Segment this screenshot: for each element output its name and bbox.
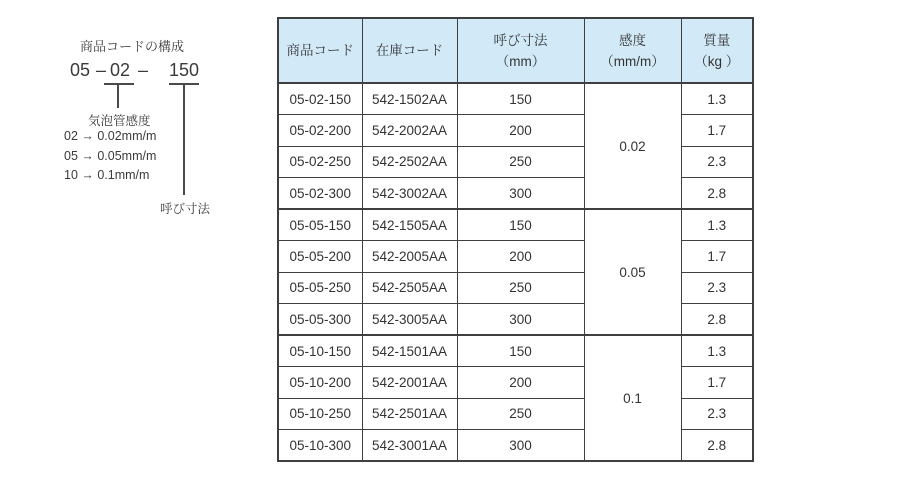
mass-cell: 2.3 bbox=[681, 146, 753, 178]
sensitivity-mapping: 02 → 0.02mm/m bbox=[64, 129, 157, 143]
product-code-cell: 05-05-200 bbox=[278, 241, 362, 273]
mass-cell: 2.3 bbox=[681, 272, 753, 304]
size-cell: 250 bbox=[457, 146, 584, 178]
product-code-cell: 05-10-250 bbox=[278, 398, 362, 430]
mass-cell: 1.7 bbox=[681, 115, 753, 147]
stock-code-cell: 542-2001AA bbox=[362, 367, 457, 399]
product-code-cell: 05-05-300 bbox=[278, 304, 362, 336]
header-product-code: 商品コード bbox=[278, 18, 362, 83]
sensitivity-label: 気泡管感度 bbox=[88, 114, 151, 128]
stock-code-cell: 542-3005AA bbox=[362, 304, 457, 336]
table-row bbox=[278, 335, 753, 367]
sensitivity-cell: 0.05 bbox=[584, 209, 681, 335]
mass-cell: 2.8 bbox=[681, 430, 753, 462]
sensitivity-cell: 0.1 bbox=[584, 335, 681, 461]
sensitivity-mapping: 05 → 0.05mm/m bbox=[64, 149, 157, 163]
size-cell: 150 bbox=[457, 209, 584, 241]
table-row bbox=[278, 146, 753, 178]
sensitivity-underline bbox=[104, 83, 134, 85]
product-code-cell: 05-02-250 bbox=[278, 146, 362, 178]
product-code-cell: 05-02-300 bbox=[278, 178, 362, 210]
code-part-sensitivity-prefix: 05 bbox=[70, 60, 91, 80]
table-row bbox=[278, 272, 753, 304]
header-mass: 質量 （kg ） bbox=[681, 18, 753, 83]
mass-cell: 1.7 bbox=[681, 367, 753, 399]
mass-cell: 1.7 bbox=[681, 241, 753, 273]
dimension-label: 呼び寸法 bbox=[160, 202, 211, 216]
stock-code-cell: 542-2505AA bbox=[362, 272, 457, 304]
diagram-title: 商品コードの構成 bbox=[80, 39, 185, 54]
product-code-cell: 05-10-200 bbox=[278, 367, 362, 399]
size-cell: 300 bbox=[457, 178, 584, 210]
table-row bbox=[278, 241, 753, 273]
size-cell: 150 bbox=[457, 335, 584, 367]
code-part-sensitivity: 02 bbox=[110, 60, 131, 80]
mass-cell: 2.8 bbox=[681, 178, 753, 210]
mass-cell: 1.3 bbox=[681, 335, 753, 367]
table-row bbox=[278, 115, 753, 147]
header-sensitivity: 感度 （mm/m） bbox=[584, 18, 681, 83]
sensitivity-pointer-line bbox=[117, 85, 119, 108]
stock-code-cell: 542-1501AA bbox=[362, 335, 457, 367]
product-code-diagram bbox=[0, 0, 270, 240]
size-cell: 200 bbox=[457, 115, 584, 147]
size-cell: 300 bbox=[457, 430, 584, 462]
table-row bbox=[278, 209, 753, 241]
code-dash: – bbox=[96, 60, 107, 80]
mass-cell: 1.3 bbox=[681, 209, 753, 241]
stock-code-cell: 542-1505AA bbox=[362, 209, 457, 241]
stock-code-cell: 542-2501AA bbox=[362, 398, 457, 430]
stock-code-cell: 542-2502AA bbox=[362, 146, 457, 178]
header-stock-code: 在庫コード bbox=[362, 18, 457, 83]
table-row bbox=[278, 178, 753, 210]
size-pointer-line bbox=[183, 85, 185, 195]
table-row bbox=[278, 367, 753, 399]
spec-table bbox=[277, 17, 754, 462]
size-cell: 150 bbox=[457, 83, 584, 115]
mass-cell: 2.8 bbox=[681, 304, 753, 336]
sensitivity-cell: 0.02 bbox=[584, 83, 681, 209]
product-code-cell: 05-05-150 bbox=[278, 209, 362, 241]
size-cell: 250 bbox=[457, 272, 584, 304]
product-code-cell: 05-02-200 bbox=[278, 115, 362, 147]
header-size: 呼び寸法 （mm） bbox=[457, 18, 584, 83]
size-cell: 200 bbox=[457, 241, 584, 273]
mass-cell: 2.3 bbox=[681, 398, 753, 430]
size-cell: 250 bbox=[457, 398, 584, 430]
stock-code-cell: 542-3002AA bbox=[362, 178, 457, 210]
code-part-size: 150 bbox=[169, 60, 200, 80]
mass-cell: 1.3 bbox=[681, 83, 753, 115]
header-row bbox=[278, 18, 753, 83]
table-row bbox=[278, 304, 753, 336]
sensitivity-mapping: 10 → 0.1mm/m bbox=[64, 168, 150, 182]
stock-code-cell: 542-2005AA bbox=[362, 241, 457, 273]
product-code-cell: 05-05-250 bbox=[278, 272, 362, 304]
size-cell: 300 bbox=[457, 304, 584, 336]
product-code-cell: 05-10-150 bbox=[278, 335, 362, 367]
table-row bbox=[278, 398, 753, 430]
stock-code-cell: 542-3001AA bbox=[362, 430, 457, 462]
product-code-cell: 05-02-150 bbox=[278, 83, 362, 115]
table-row bbox=[278, 430, 753, 462]
stock-code-cell: 542-2002AA bbox=[362, 115, 457, 147]
table-row bbox=[278, 83, 753, 115]
stock-code-cell: 542-1502AA bbox=[362, 83, 457, 115]
product-code-cell: 05-10-300 bbox=[278, 430, 362, 462]
size-cell: 200 bbox=[457, 367, 584, 399]
code-dash: – bbox=[138, 60, 149, 80]
